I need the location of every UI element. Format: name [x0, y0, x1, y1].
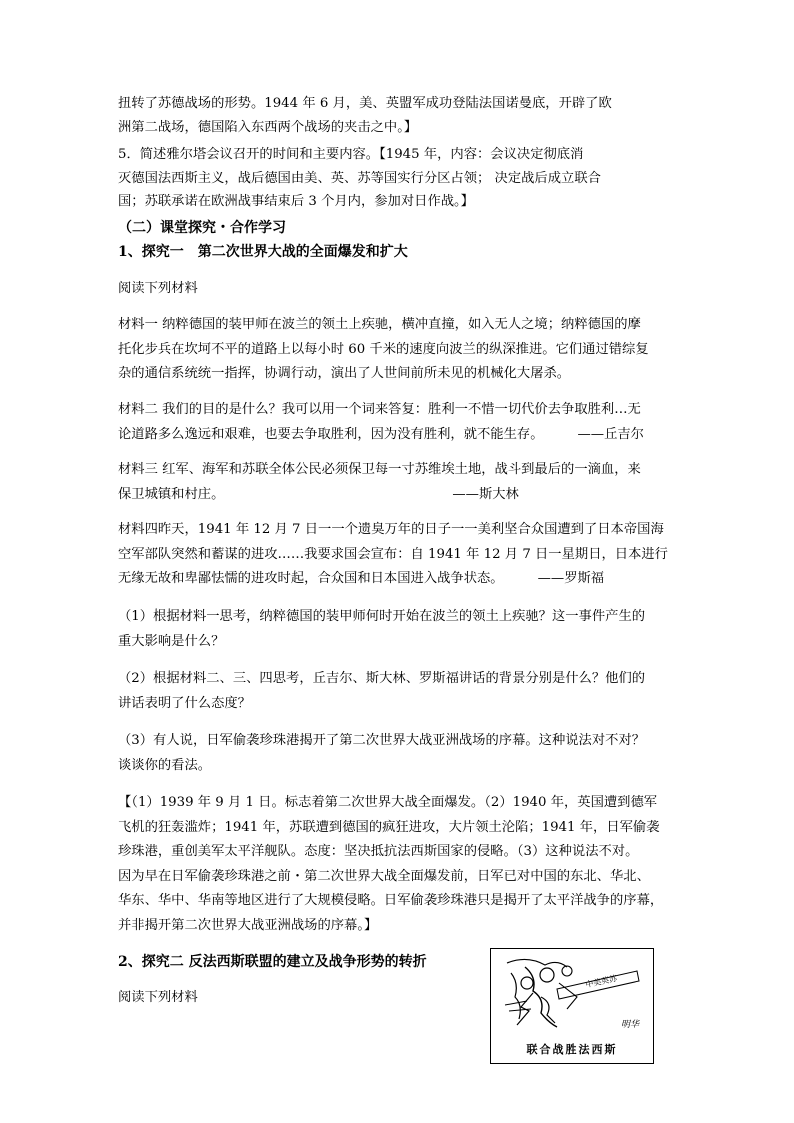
question-1-line-1: （1）根据材料一思考，纳粹德国的装甲师何时开始在波兰的领土上疾驰？这一事件产生的 — [118, 609, 646, 624]
question-3-line-1: （3）有人说，日军偷袭珍珠港揭开了第二次世界大战亚洲战场的序幕。这种说法对不对？ — [118, 733, 646, 748]
question-2-line-1: （2）根据材料二、三、四思考，丘吉尔、斯大林、罗斯福讲话的背景分别是什么？他们的 — [118, 671, 646, 686]
read-materials-1-text: 阅读下列材料 — [118, 281, 198, 296]
material-2 — [118, 398, 678, 447]
material-4-line-2: 空军部队突然和蓄谋的进攻……我要求国会宣布：自 1941 年 12 月 7 日一星期日，日本进行 — [118, 546, 668, 562]
answer-line-4: 因为早在日军偷袭珍珠港之前・第二次世界大战全面爆发前，日军已对中国的东北、华北、 — [118, 868, 650, 884]
material-2-line-1: 材料二 我们的目的是什么？我可以用一个词来答复：胜利一不惜一切代价去争取胜利…无 — [118, 402, 641, 417]
section-2-title: （二）课堂探究・合作学习 — [118, 220, 286, 236]
question-2 — [118, 667, 678, 716]
answer-line-3: 珍珠港，重创美军太平洋舰队。态度：坚决抵抗法西斯国家的侵略。（3）这种说法不对。 — [118, 844, 639, 859]
q5-line-2: 灭德国法西斯主义，战后德国由美、英、苏等国实行分区占领； 决定战后成立联合 — [118, 170, 601, 186]
material-4-line-1: 材料四昨天，1941 年 12 月 7 日一一个遗臭万年的日子一一美利坚合众国遭到了日本帝国海 — [118, 522, 664, 537]
material-1-line-2: 托化步兵在坎坷不平的道路上以每小时 60 千米的速度向波兰的纵深推进。它们通过错综复 — [118, 341, 649, 357]
material-4-line-3 — [118, 567, 678, 592]
read-materials-1 — [118, 277, 678, 301]
material-3-line-2-text: 保卫城镇和村庄。 — [118, 486, 225, 502]
material-4 — [118, 518, 678, 592]
explore-1-heading — [118, 240, 678, 264]
cartoon-banner-text: 中美英苏 — [584, 973, 618, 990]
material-1-line-1: 材料一 纳粹德国的装甲师在波兰的领土上疾驰，横冲直撞，如入无人之境；纳粹德国的摩 — [118, 317, 641, 332]
answer-line-1: 【（1）1939 年 9 月 1 日。标志着第二次世界大战全面爆发。（2）1940 年，英国遭到德军 — [118, 795, 658, 810]
explore-2-title: 2、探究二 反法西斯联盟的建立及战争形势的转折 — [118, 954, 427, 970]
political-cartoon — [490, 948, 654, 1064]
cartoon-drawing — [497, 953, 647, 1037]
answer-block — [118, 791, 678, 938]
answer-line-2: 飞机的狂轰滥炸；1941 年，苏联遭到德国的疯狂进攻，大片领土沦陷；1941 年，日军偷袭 — [118, 819, 660, 835]
question-5-paragraph — [118, 143, 678, 214]
material-1-line-3: 杂的通信系统统一指挥，协调行动，演出了人世间前所未见的机械化大屠杀。 — [118, 366, 571, 381]
material-2-line-2 — [118, 423, 678, 448]
intro-line-2: 洲第二战场，德国陷入东西两个战场的夹击之中。】 — [118, 119, 418, 135]
material-4-source: ——罗斯福 — [537, 571, 605, 586]
cartoon-caption: 联合战胜法西斯 — [526, 1043, 618, 1056]
material-3-source: ——斯大林 — [452, 486, 519, 502]
q5-line-1: 5．简述雅尔塔会议召开的时间和主要内容。【1945 年，内容：会议决定彻底消 — [118, 147, 584, 162]
q5-line-3: 国；苏联承诺在欧洲战事结束后 3 个月内，参加对日作战。】 — [118, 194, 474, 209]
material-3-line-2 — [118, 483, 678, 508]
cartoon-signature: 明华 — [621, 1020, 640, 1030]
material-1 — [118, 313, 678, 387]
question-3-line-2: 谈谈你的看法。 — [118, 757, 212, 773]
question-2-line-2: 讲话表明了什么态度？ — [118, 695, 251, 711]
material-3-line-1: 材料三 红军、海军和苏联全体公民必须保卫每一寸苏维埃土地，战斗到最后的一滴血，来 — [118, 462, 641, 477]
read-materials-2 — [118, 986, 418, 1010]
read-materials-2-text: 阅读下列材料 — [118, 990, 198, 1005]
material-2-source: ——丘吉尔 — [577, 426, 644, 442]
explore-2-heading — [118, 950, 488, 974]
answer-line-6: 并非揭开第二次世界大战亚洲战场的序幕。】 — [118, 917, 378, 933]
answer-line-5: 华东、华中、华南等地区进行了大规模侵略。日军偷袭珍珠港只是揭开了太平洋战争的序幕， — [118, 893, 664, 908]
material-3 — [118, 458, 678, 507]
material-4-line-3-text: 无缘无故和卑鄙怯懦的进攻时起，合众国和日本国进入战争状态。 — [118, 571, 504, 586]
intro-line-1: 扭转了苏德战场的形势。1944 年 6 月，美、英盟军成功登陆法国诺曼底，开辟了欧 — [118, 96, 612, 111]
question-1 — [118, 605, 678, 654]
question-1-line-2: 重大影响是什么？ — [118, 633, 225, 649]
section-2-heading — [118, 216, 678, 240]
material-2-line-2-text: 论道路多么逸远和艰难，也要去争取胜利，因为没有胜利，就不能生存。 — [118, 426, 544, 442]
question-3 — [118, 729, 678, 778]
intro-paragraph — [118, 92, 678, 139]
explore-1-title: 1、探究一 第二次世界大战的全面爆发和扩大 — [118, 244, 408, 260]
